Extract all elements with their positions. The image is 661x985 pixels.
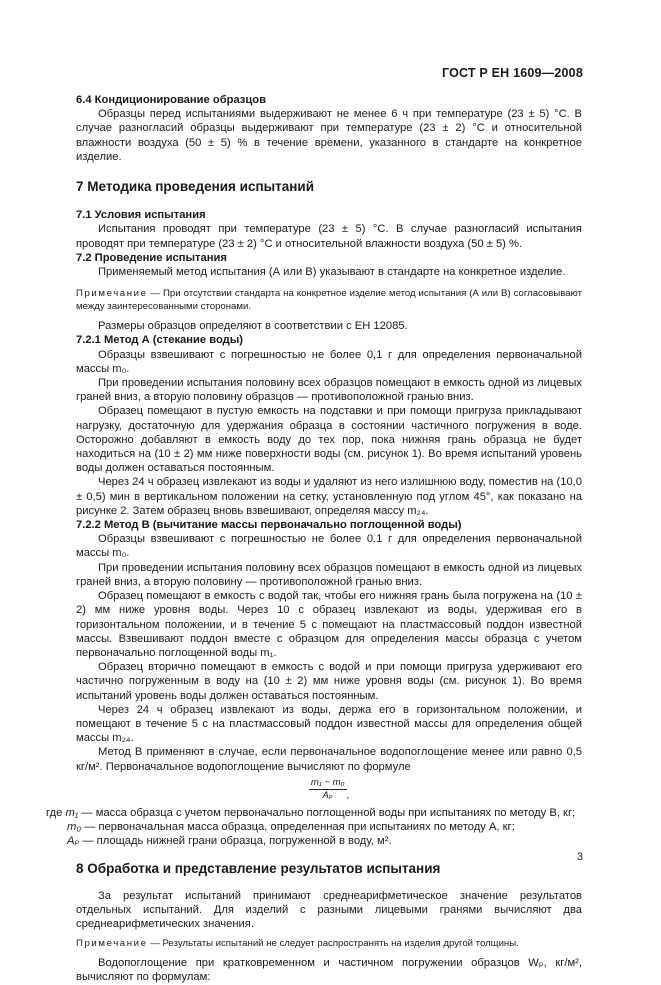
section-7-2-text: Применяемый метод испытания (А или В) указывают в стандарте на конкретное изделие.: [98, 266, 566, 279]
method-b-text-4: Образец вторично помещают в емкость с водой и при помощи пригруза удерживают его частично погруженным в воду на (10 ± 2) мм ниже уровня воды (см. рисунок 1). Во время испытаний уровень воды должен оставаться постоянным.: [76, 661, 582, 702]
section-6-4-text: Образцы перед испытаниями выдерживают не менее 6 ч при температуре (23 ± 5) °С. В случае разногласий образцы выдерживают при температуре (23 ± 2) °С и относительной влажности воздуха (50 ± 5) % в течение времени, указанного в стандарте на конкретное изделие.: [76, 108, 582, 163]
page-number: 3: [576, 851, 583, 863]
where-symbol-ap: Aₚ: [67, 835, 80, 848]
method-b-text-2: При проведении испытания половину всех образцов помещают в емкость одной из лицевых граней вниз, а вторую половину — противоположной гранью вниз.: [76, 561, 582, 588]
section-6-4-title: 6.4 Кондиционирование образцов: [76, 94, 266, 106]
section-7-title: 7 Методика проведения испытаний: [76, 179, 315, 195]
formula-denominator: Aₚ: [322, 789, 333, 801]
method-b-text-6: Метод В применяют в случае, если первоначальное водопоглощение менее или равно 0,5 кг/м². Первоначальное водопоглощение вычисляют по формуле: [76, 746, 582, 773]
note-text: — Результаты испытаний не следует распространять на изделия другой толщины.: [147, 938, 519, 950]
section-8-text-1: За результат испытаний принимают среднеарифметическое значение результатов отдельных испытаний. Для изделий с разными лицевыми гранями вычисляют два среднеарифметических значения.: [76, 889, 582, 930]
note-label: Примечание: [76, 938, 148, 950]
where-prefix: где: [46, 806, 66, 819]
method-a-text-2: При проведении испытания половину всех образцов помещают в емкость одной из лицевых граней вниз, а вторую половину образцов — противоположной гранью вниз.: [76, 377, 582, 404]
method-b-text-1: Образцы взвешивают с погрешностью не более 0.1 г для определения первоначальной массы m₀.: [76, 533, 582, 560]
where-line-1: [46, 806, 582, 820]
document-body: [46, 93, 582, 985]
sample-sizes-text: Размеры образцов определяют в соответствии с ЕН 12085.: [98, 320, 408, 333]
method-b-text-5: Через 24 ч образец извлекают из воды, держа его в горизонтальном положении, и помещают в течение 5 с на пластмассовый поддон известной массы для определения общей массы m₂₄.: [76, 703, 582, 745]
where-symbol-m0: m₀: [67, 820, 82, 833]
initial-absorption-formula: [76, 777, 582, 802]
where-text-ap: — площадь нижней грани образца, погруженной в воду, м².: [79, 835, 392, 848]
method-a-text-3: Образец помещают в пустую емкость на подставки и при помощи пригруза прикладывают нагрузку, достаточную для удержания образца в состоянии частичного погружения в воде. Осторожно добавляют в емкость воду до тех пор, пока нижняя грань образца не будет находиться на (10 ± 2) мм ниже поверхности воды (см. рисунок 1). Во время испытаний уровень воды должен оставаться постоянным.: [76, 405, 582, 475]
section-8-title: 8 Обработка и представление результатов испытания: [76, 861, 441, 877]
where-text-m0: — первоначальная масса образца, определенная при испытаниях по методу А, кг;: [81, 820, 515, 833]
section-7-2-1-title: 7.2.1 Метод А (стекание воды): [76, 334, 244, 347]
section-7-1-text: Испытания проводят при температуре (23 ± 5) °С. В случае разногласий испытания проводят при температуре (23 ± 2) °С и относительной влажности воздуха (50 ± 5) %.: [76, 223, 582, 250]
section-7-2-2-title: 7.2.2 Метод В (вычитание массы первоначально поглощенной воды): [76, 519, 462, 532]
formula-fraction: [309, 777, 347, 802]
note-results: [76, 937, 582, 950]
note-method-choice: [76, 287, 582, 313]
method-a-text-4: Через 24 ч образец извлекают из воды и удаляют из него излишнюю воду, поместив на (10,0 ± 0,5) мин в вертикальном положении на сетку, установленную под углом 45°, как показано на рисунке 2. Затем образец вновь взвешивают, определяя массу m₂₄.: [76, 476, 582, 517]
where-line-3: [67, 834, 582, 848]
formula-tail: ,: [346, 789, 350, 801]
where-symbol-m1: m₁: [65, 806, 79, 819]
section-8-text-2: Водопоглощение при кратковременном и частичном погружении образцов Wₚ, кг/м², вычисляют по формулам:: [76, 957, 582, 984]
method-a-text-1: Образцы взвешивают с погрешностью не более 0,1 г для определения первоначальной массы m₀.: [76, 348, 582, 375]
standard-header: ГОСТ Р ЕН 1609—2008: [441, 66, 583, 80]
note-label: Примечание: [76, 288, 148, 300]
where-text-m1: — масса образца с учетом первоначально поглощенной воды при испытаниях по методу В, кг;: [78, 806, 576, 819]
where-line-2: [67, 820, 582, 834]
method-b-text-3: Образец помещают в емкость с водой так, чтобы его нижняя грань была погружена на (10 ± 2) мм ниже уровня воды. Через 10 с образец извлекают из воды, удерживая его в горизонтальном положении, и в течение 5 с помещают на пластмассовый поддон известной массы. Взвешивают поддон вместе с образцом для определения массы образца с учетом первоначально поглощенной воды m₁.: [76, 590, 582, 659]
section-7-2-title: 7.2 Проведение испытания: [76, 251, 227, 264]
section-7-1-title: 7.1 Условия испытания: [76, 209, 206, 222]
formula-numerator: m₁ − m₀: [310, 776, 345, 788]
note-text: — При отсутствии стандарта на конкретное изделие метод испытания (А или В) согласовывают между заинтересованными сторонами.: [76, 288, 582, 313]
